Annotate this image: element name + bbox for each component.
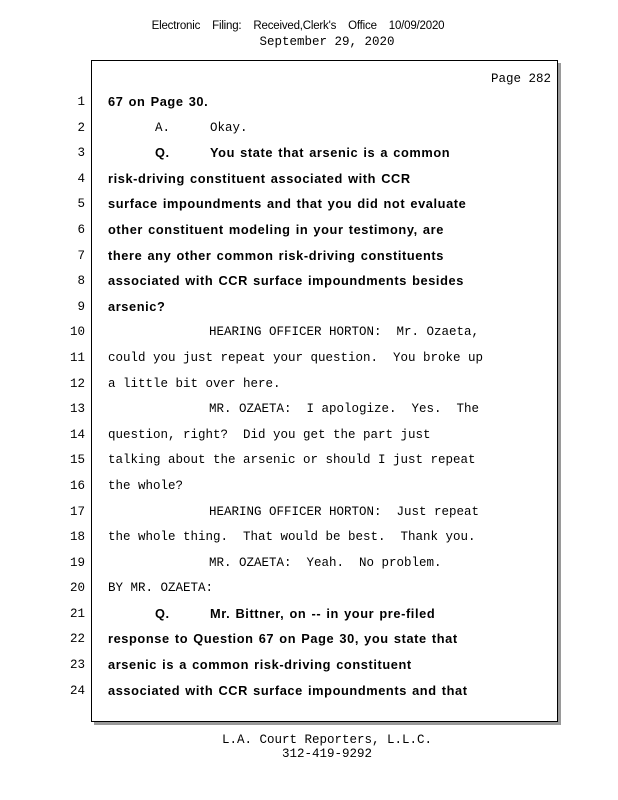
answer-tag: A. <box>155 120 171 135</box>
filing-stamp <box>0 20 596 32</box>
transcript-line: response to Question 67 on Page 30, you state that <box>108 631 458 647</box>
transcript-line: other constituent modeling in your testimony, are <box>108 221 444 237</box>
line-number: 9 <box>77 299 85 314</box>
transcript-line: arsenic is a common risk-driving constituent <box>108 657 412 673</box>
line-number: 23 <box>70 658 86 673</box>
line-number: 2 <box>77 120 85 135</box>
line-number: 12 <box>70 376 86 391</box>
transcript-line-text: Okay. <box>210 120 248 135</box>
transcript-line: a little bit over here. <box>108 376 281 391</box>
line-number: 17 <box>70 504 86 519</box>
line-number: 16 <box>70 478 86 493</box>
transcript-line: BY MR. OZAETA: <box>108 581 214 596</box>
transcript-date: September 29, 2020 <box>259 35 395 49</box>
line-number: 10 <box>70 325 86 340</box>
filing-stamp-part: Office <box>348 20 377 32</box>
line-number: 21 <box>70 606 86 621</box>
line-number: 13 <box>70 402 86 417</box>
transcript-line: could you just repeat your question. You broke up <box>108 350 484 365</box>
transcript-line: risk-driving constituent associated with CCR <box>108 170 411 186</box>
line-number: 5 <box>77 197 85 212</box>
transcript-line: the whole thing. That would be best. Thank you. <box>108 530 476 545</box>
transcript-line: MR. OZAETA: Yeah. No problem. <box>209 555 442 570</box>
filing-stamp-part: Electronic <box>151 20 201 32</box>
line-number: 18 <box>70 530 86 545</box>
transcript-line <box>108 143 548 169</box>
footer-company: L.A. Court Reporters, L.L.C. <box>221 733 433 747</box>
transcript-line: talking about the arsenic or should I just repeat <box>108 453 476 468</box>
transcript-line: question, right? Did you get the part just <box>108 427 431 442</box>
line-number-column <box>70 92 85 706</box>
transcript-line <box>108 604 548 630</box>
filing-stamp-part: Received,Clerk's <box>253 20 337 32</box>
footer-phone: 312-419-9292 <box>281 747 372 761</box>
transcript-line: the whole? <box>108 478 184 493</box>
line-number: 22 <box>70 632 86 647</box>
question-tag: Q. <box>155 145 170 161</box>
transcript-line: surface impoundments and that you did not evaluate <box>108 196 467 212</box>
transcript-line: there any other common risk-driving constituents <box>108 247 445 263</box>
line-number: 3 <box>77 146 85 161</box>
question-tag: Q. <box>155 605 170 621</box>
transcript-line: associated with CCR surface impoundments besides <box>108 273 464 289</box>
transcript-line: HEARING OFFICER HORTON: Mr. Ozaeta, <box>209 325 480 340</box>
transcript-line: MR. OZAETA: I apologize. Yes. The <box>209 402 480 417</box>
transcript-line: HEARING OFFICER HORTON: Just repeat <box>209 504 480 519</box>
line-number: 4 <box>77 171 85 186</box>
line-number: 7 <box>77 248 85 263</box>
filing-stamp-part: 10/09/2020 <box>388 20 445 32</box>
line-number: 19 <box>70 555 86 570</box>
line-number: 11 <box>70 350 86 365</box>
transcript-lines <box>108 92 548 706</box>
transcript-line-text: Mr. Bittner, on -- in your pre-filed <box>210 605 436 621</box>
line-number: 8 <box>77 274 85 289</box>
line-number: 1 <box>77 95 85 109</box>
line-number: 24 <box>70 683 86 698</box>
transcript-line: arsenic? <box>108 298 166 314</box>
line-number: 6 <box>77 222 85 237</box>
line-number: 20 <box>70 581 86 596</box>
line-number: 14 <box>70 427 86 442</box>
page-number: Page 282 <box>490 72 551 86</box>
filing-stamp-part: Filing: <box>212 20 242 32</box>
transcript-line: associated with CCR surface impoundments and that <box>108 682 468 698</box>
transcript-line-text: You state that arsenic is a common <box>210 145 451 161</box>
line-number: 15 <box>70 453 86 468</box>
transcript-line <box>108 118 548 144</box>
transcript-line: 67 on Page 30. <box>108 94 209 109</box>
